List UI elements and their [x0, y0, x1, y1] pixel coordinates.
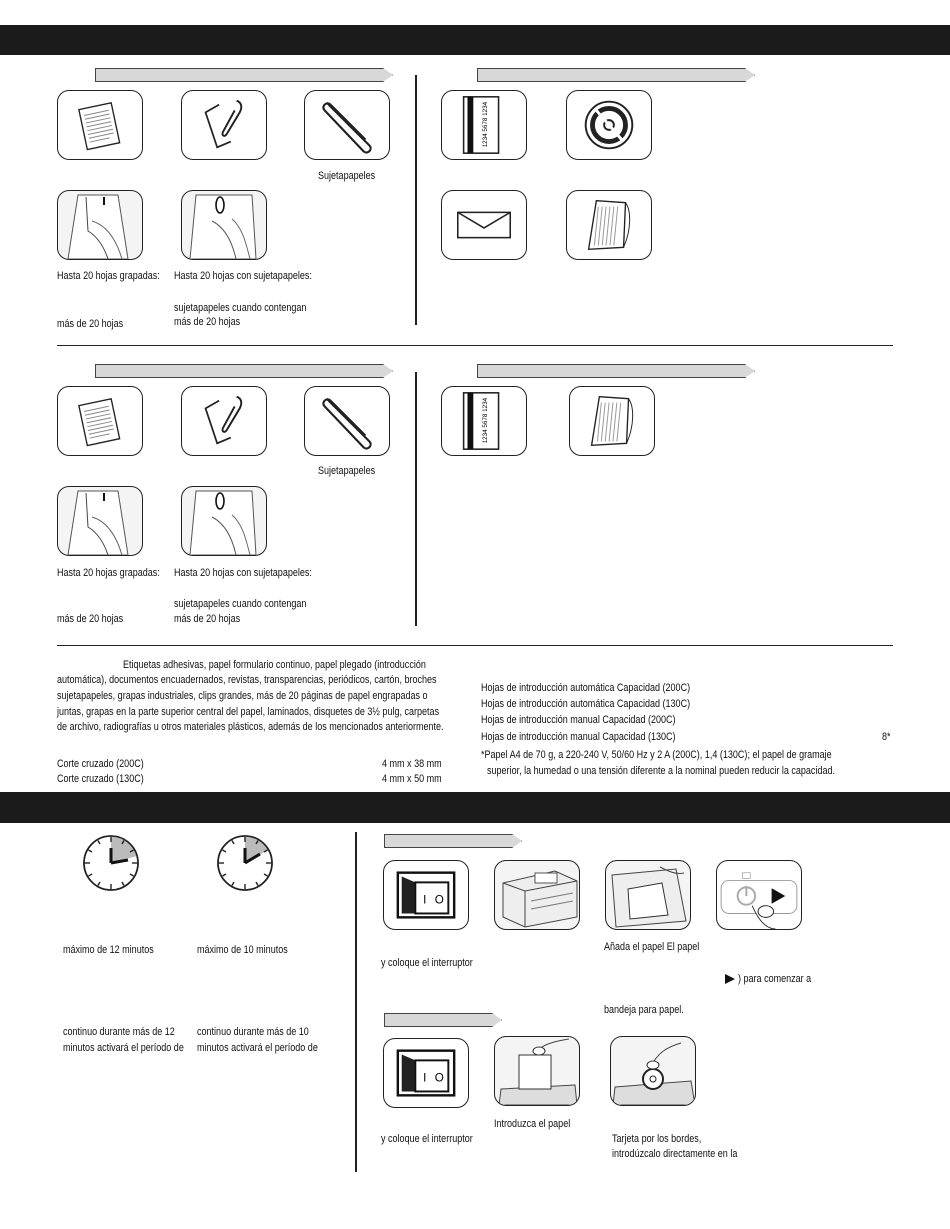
capacity-row: Hojas de introducción automática Capacidad (130C) [481, 698, 691, 710]
clips-caption-2: sujetapapeles cuando contengan [174, 598, 307, 610]
section-arrow-tab [477, 364, 755, 378]
cd-disc-icon [566, 90, 652, 160]
column-divider [415, 75, 417, 325]
clips-caption-3: más de 20 hojas [174, 316, 241, 328]
start-button-panel[interactable] [716, 860, 802, 930]
clips-caption-3: más de 20 hojas [174, 613, 241, 625]
section-arrow-tab [95, 364, 393, 378]
not-accepted-line: juntas, grapas en la parte superior central del papel, laminados, disquetes de 3½ pulg, carpetas [57, 706, 440, 718]
clock2-duration: máximo de 10 minutos [197, 944, 288, 956]
card-number: 1234 5678 1234 [481, 101, 489, 148]
clock1-note: minutos activará el período de [63, 1042, 184, 1054]
section-divider [57, 645, 893, 646]
capacity-footnote: *Papel A4 de 70 g, a 220-240 V, 50/60 Hz y 2 A (200C), 1,4 (130C); el papel de gramaje [481, 749, 832, 761]
section-divider [57, 345, 893, 346]
auto-add-paper-instruction: Añada el papel El papel [604, 941, 700, 953]
section-arrow-tab [477, 68, 755, 82]
capacity-row: Hojas de introducción manual Capacidad (200C) [481, 714, 676, 726]
manual-card-instruction: Tarjeta por los bordes, [612, 1133, 702, 1145]
credit-card-icon [441, 90, 527, 160]
paper-sheet-icon [57, 386, 143, 456]
card-number: 1234 5678 1234 [481, 397, 489, 444]
auto-switch-instruction: y coloque el interruptor [381, 957, 473, 969]
section-arrow-tab [95, 68, 393, 82]
not-accepted-line: automática), documentos encuadernados, revistas, transparencias, periódicos, cartón, broches [57, 674, 437, 686]
switch-o-label: O [434, 893, 444, 907]
section-arrow-tab [384, 834, 522, 848]
clock-icon [216, 834, 274, 892]
clock-icon [82, 834, 140, 892]
shredder-machine-illustration [494, 860, 580, 930]
capacity-row: Hojas de introducción manual Capacidad (130C) [481, 731, 676, 743]
insert-cd-illustration [610, 1036, 696, 1106]
credit-card-icon [441, 386, 527, 456]
switch-i-label: I [423, 1071, 427, 1085]
auto-tray-instruction: bandeja para papel. [604, 1004, 684, 1016]
clipped-sheets-illustration [181, 486, 267, 556]
clips-caption-2: sujetapapeles cuando contengan [174, 302, 307, 314]
folded-document-icon [569, 386, 655, 456]
capacity-footnote: superior, la humedad o una tensión diferente a la nominal pueden reducir la capacidad. [487, 765, 836, 777]
clock2-note: minutos activará el período de [197, 1042, 318, 1054]
add-paper-illustration [605, 860, 691, 930]
power-switch-icon [383, 1038, 469, 1108]
manual-insert-paper-instruction: Introduzca el papel [494, 1118, 571, 1130]
staple-icon [181, 90, 267, 160]
paperclip-icon [304, 386, 390, 456]
paperclip-caption: Sujetapapeles [318, 465, 376, 477]
bottom-header-band [0, 792, 950, 823]
switch-i-label: I [423, 893, 427, 907]
folded-document-icon [566, 190, 652, 260]
staples-caption: Hasta 20 hojas grapadas: [57, 567, 160, 579]
capacity-value: 8* [882, 731, 891, 743]
auto-start-instruction: ) para comenzar a [738, 973, 812, 985]
cut-row-label: Corte cruzado (200C) [57, 758, 144, 770]
column-divider [355, 832, 357, 1172]
cut-row-value: 4 mm x 38 mm [382, 758, 442, 770]
staples-caption-limit: más de 20 hojas [57, 613, 124, 625]
stapled-sheets-illustration [57, 486, 143, 556]
clips-caption: Hasta 20 hojas con sujetapapeles: [174, 567, 312, 579]
section-arrow-tab [384, 1013, 502, 1027]
manual-switch-instruction: y coloque el interruptor [381, 1133, 473, 1145]
capacity-row: Hojas de introducción automática Capacidad (200C) [481, 682, 691, 694]
not-accepted-line: sujetapapeles, grapas industriales, clips grandes, más de 20 páginas de papel engrapadas o [57, 690, 428, 702]
top-header-band [0, 25, 950, 55]
stapled-sheets-illustration [57, 190, 143, 260]
clips-caption: Hasta 20 hojas con sujetapapeles: [174, 270, 312, 282]
play-icon [724, 973, 736, 985]
cut-row-value: 4 mm x 50 mm [382, 773, 442, 785]
power-switch-icon [383, 860, 469, 930]
switch-o-label: O [434, 1071, 444, 1085]
clipped-sheets-illustration [181, 190, 267, 260]
staple-icon [181, 386, 267, 456]
staples-caption: Hasta 20 hojas grapadas: [57, 270, 160, 282]
manual-card-instruction: introdúzcalo directamente en la [612, 1148, 738, 1160]
cut-row-label: Corte cruzado (130C) [57, 773, 144, 785]
paperclip-caption: Sujetapapeles [318, 170, 376, 182]
clock1-duration: máximo de 12 minutos [63, 944, 154, 956]
clock1-note: continuo durante más de 12 [63, 1026, 175, 1038]
not-accepted-line: de archivo, radiografías u otros materiales plásticos, además de los mencionados anteriormente. [57, 721, 444, 733]
staples-caption-limit: más de 20 hojas [57, 318, 124, 330]
insert-paper-illustration [494, 1036, 580, 1106]
paperclip-icon [304, 90, 390, 160]
column-divider [415, 372, 417, 626]
paper-sheet-icon [57, 90, 143, 160]
clock2-note: continuo durante más de 10 [197, 1026, 309, 1038]
not-accepted-line: Etiquetas adhesivas, papel formulario continuo, papel plegado (introducción [123, 659, 426, 671]
envelope-icon [441, 190, 527, 260]
